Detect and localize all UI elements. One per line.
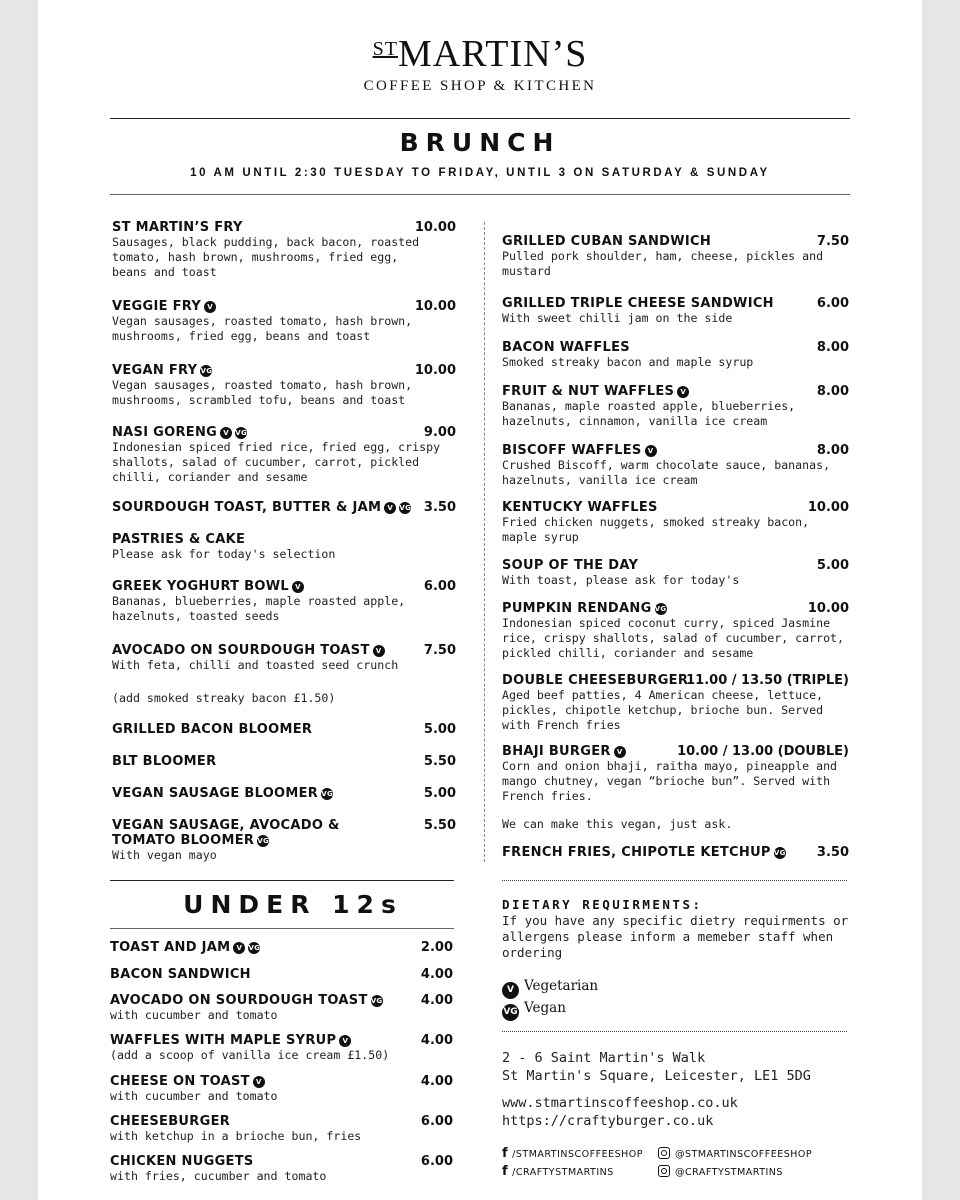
item-title: WAFFLES WITH MAPLE SYRUP bbox=[110, 1033, 337, 1048]
item-name bbox=[502, 845, 786, 860]
description-line: with ketchup in a brioche bun, fries bbox=[110, 1129, 362, 1143]
dietary-line: allergens please inform a memeber staff when bbox=[502, 929, 834, 944]
menu-item bbox=[110, 940, 260, 955]
address-line: 2 - 6 Saint Martin's Walk bbox=[502, 1050, 706, 1066]
item-name bbox=[502, 500, 809, 515]
item-name bbox=[112, 579, 405, 594]
item-price: 4.00 bbox=[420, 1033, 453, 1048]
vegetarian-icon: V bbox=[220, 427, 232, 439]
menu-item bbox=[112, 643, 398, 673]
item-title: VEGAN SAUSAGE, AVOCADO & bbox=[112, 818, 340, 833]
item-title: DOUBLE CHEESEBURGER bbox=[502, 673, 689, 688]
vegetarian-icon: V bbox=[645, 445, 657, 457]
item-price: 7.50 bbox=[423, 643, 456, 658]
vegan-icon: VG bbox=[654, 605, 667, 613]
menu-item bbox=[112, 754, 216, 769]
menu-item bbox=[112, 299, 412, 344]
vegetarian-icon: V bbox=[677, 386, 689, 398]
vegan-icon: VG bbox=[321, 790, 333, 798]
item-title: GRILLED TRIPLE CHEESE SANDWICH bbox=[502, 296, 774, 311]
description-line: With feta, chilli and toasted seed crunch bbox=[112, 658, 399, 672]
description-line: (add smoked streaky bacon £1.50) bbox=[112, 691, 336, 705]
instagram-link-2[interactable] bbox=[658, 1165, 783, 1178]
facebook-icon: f bbox=[502, 1146, 509, 1161]
item-description bbox=[502, 355, 753, 370]
menu-item bbox=[112, 500, 411, 515]
address bbox=[502, 1049, 811, 1085]
item-description bbox=[502, 515, 809, 545]
item-price: 5.50 bbox=[423, 818, 456, 833]
item-description bbox=[110, 1008, 383, 1023]
description-line: We can make this vegan, just ask. bbox=[502, 817, 733, 831]
menu-item bbox=[110, 1114, 361, 1144]
address-line: St Martin's Square, Leicester, LE1 5DG bbox=[502, 1068, 811, 1084]
item-title: BLT BLOOMER bbox=[112, 754, 217, 769]
item-price: 6.00 bbox=[420, 1114, 453, 1129]
menu-item bbox=[502, 601, 844, 661]
description-line: shallots, salad of cucumber, carrot, pickled bbox=[112, 455, 420, 469]
description-line: with cucumber and tomato bbox=[110, 1008, 278, 1022]
dietary-line: ordering bbox=[502, 945, 563, 960]
item-title: BACON WAFFLES bbox=[502, 340, 630, 355]
item-name bbox=[502, 558, 739, 573]
item-name bbox=[502, 443, 830, 458]
description-line: maple syrup bbox=[502, 530, 579, 544]
description-line: Fried chicken nuggets, smoked streaky bacon, bbox=[502, 515, 810, 529]
item-price: 4.00 bbox=[420, 967, 453, 982]
item-price: 10.00 bbox=[414, 220, 456, 235]
menu-item bbox=[110, 967, 251, 982]
instagram-handle: @CRAFTYSTMARTINS bbox=[675, 1167, 783, 1178]
item-title: CHEESEBURGER bbox=[110, 1114, 231, 1129]
description-line: mushrooms, scrambled tofu, beans and toast bbox=[112, 393, 406, 407]
menu-item bbox=[502, 558, 739, 588]
description-line: Please ask for today's selection bbox=[112, 547, 336, 561]
item-description bbox=[502, 616, 844, 661]
facebook-link-1[interactable] bbox=[502, 1146, 643, 1161]
logo-subtitle: COFFEE SHOP & KITCHEN bbox=[363, 78, 597, 94]
menu-item bbox=[502, 500, 809, 545]
item-title: VEGGIE FRY bbox=[112, 299, 202, 314]
divider-under12-bottom bbox=[110, 928, 454, 929]
item-title: VEGAN FRY bbox=[112, 363, 198, 378]
item-name bbox=[112, 532, 335, 547]
item-price: 3.50 bbox=[816, 845, 849, 860]
item-description bbox=[112, 235, 419, 280]
item-name bbox=[112, 220, 419, 235]
menu-item bbox=[502, 340, 753, 370]
item-description bbox=[112, 314, 412, 344]
vegan-icon: VG bbox=[257, 837, 270, 845]
dietary-line: If you have any specific dietry requirments or bbox=[502, 913, 849, 928]
description-line: mustard bbox=[502, 264, 551, 278]
item-title: ST MARTIN’S FRY bbox=[112, 220, 243, 235]
item-price: 8.00 bbox=[816, 443, 849, 458]
vegan-icon: VG bbox=[773, 849, 786, 857]
logo-st: ST bbox=[372, 38, 398, 60]
item-title: FRENCH FRIES, CHIPOTLE KETCHUP bbox=[502, 845, 771, 860]
vegetarian-icon: V bbox=[292, 581, 304, 593]
item-title: SOUP OF THE DAY bbox=[502, 558, 639, 573]
item-name bbox=[112, 299, 412, 314]
item-name bbox=[502, 384, 795, 399]
description-line: chilli, coriander and sesame bbox=[112, 470, 308, 484]
item-description bbox=[110, 1048, 389, 1063]
divider-brunch bbox=[110, 194, 850, 195]
description-line: Bananas, blueberries, maple roasted apple, bbox=[112, 594, 406, 608]
item-description bbox=[112, 547, 335, 562]
description-line: pickles, chipotle ketchup, brioche bun. Served bbox=[502, 703, 824, 717]
item-price: 8.00 bbox=[816, 384, 849, 399]
item-price: 10.00 / 13.00 (DOUBLE) bbox=[677, 744, 849, 759]
instagram-link-1[interactable] bbox=[658, 1147, 812, 1160]
menu-item bbox=[502, 384, 795, 429]
description-line: Corn and onion bhaji, raitha mayo, pineapple and bbox=[502, 759, 838, 773]
item-title: KENTUCKY WAFFLES bbox=[502, 500, 658, 515]
item-name bbox=[110, 1033, 389, 1048]
item-title: GRILLED BACON BLOOMER bbox=[112, 722, 313, 737]
item-description bbox=[112, 594, 405, 624]
vegan-icon: VG bbox=[502, 1004, 519, 1021]
description-line: Indonesian spiced coconut curry, spiced Jasmine bbox=[502, 616, 831, 630]
item-title: AVOCADO ON SOURDOUGH TOAST bbox=[110, 993, 368, 1008]
menu-item bbox=[112, 363, 412, 408]
dietary-title: DIETARY REQUIRMENTS: bbox=[502, 897, 703, 912]
menu-item bbox=[112, 786, 333, 801]
column-divider bbox=[484, 222, 485, 862]
brunch-title: BRUNCH bbox=[399, 128, 561, 157]
item-description bbox=[502, 399, 795, 429]
item-price: 2.00 bbox=[420, 940, 453, 955]
menu-page bbox=[38, 0, 922, 1200]
facebook-link-2[interactable] bbox=[502, 1164, 614, 1179]
item-description bbox=[112, 378, 412, 408]
menu-item bbox=[110, 1033, 389, 1063]
item-name bbox=[112, 722, 312, 737]
item-description bbox=[502, 249, 823, 279]
description-line: French fries. bbox=[502, 789, 593, 803]
item-price: 10.00 bbox=[414, 363, 456, 378]
vegetarian-icon: V bbox=[233, 942, 245, 954]
facebook-handle: /STMARTINSCOFFEESHOP bbox=[512, 1149, 643, 1160]
instagram-icon bbox=[658, 1147, 670, 1159]
menu-item bbox=[112, 722, 312, 737]
description-line: With sweet chilli jam on the side bbox=[502, 311, 733, 325]
item-price: 3.50 bbox=[423, 500, 456, 515]
item-price: 10.00 bbox=[807, 500, 849, 515]
item-price: 9.00 bbox=[423, 425, 456, 440]
description-line: mushrooms, fried egg, beans and toast bbox=[112, 329, 371, 343]
item-title: BACON SANDWICH bbox=[110, 967, 251, 982]
menu-item bbox=[112, 425, 440, 485]
item-title: VEGAN SAUSAGE BLOOMER bbox=[112, 786, 319, 801]
description-line: hazelnuts, cinnamon, vanilla ice cream bbox=[502, 414, 768, 428]
item-price: 4.00 bbox=[420, 1074, 453, 1089]
description-line: Crushed Biscoff, warm chocolate sauce, bananas, bbox=[502, 458, 831, 472]
description-line: Aged beef patties, 4 American cheese, lettuce, bbox=[502, 688, 824, 702]
vegetarian-icon: V bbox=[204, 301, 216, 313]
instagram-handle: @STMARTINSCOFFEESHOP bbox=[675, 1149, 813, 1160]
item-name bbox=[110, 967, 251, 982]
description-line: With vegan mayo bbox=[112, 848, 217, 862]
item-title: PASTRIES & CAKE bbox=[112, 532, 246, 547]
item-description bbox=[110, 1129, 361, 1144]
item-title: NASI GORENG bbox=[112, 425, 218, 440]
instagram-icon bbox=[658, 1165, 670, 1177]
item-description bbox=[112, 848, 340, 863]
item-name bbox=[110, 1154, 326, 1169]
menu-item bbox=[502, 817, 732, 832]
menu-item bbox=[112, 691, 335, 706]
item-price: 5.50 bbox=[423, 754, 456, 769]
item-name bbox=[110, 1114, 361, 1129]
menu-item bbox=[502, 443, 830, 488]
legend-label: Vegan bbox=[524, 1000, 566, 1016]
dotted-divider-1 bbox=[502, 880, 847, 881]
item-description bbox=[502, 817, 732, 832]
item-description bbox=[110, 1169, 326, 1184]
vegan-icon: VG bbox=[235, 429, 248, 437]
website-link[interactable]: https://craftyburger.co.uk bbox=[502, 1113, 714, 1129]
description-line: hazelnuts, vanilla ice cream bbox=[502, 473, 698, 487]
item-name bbox=[110, 993, 383, 1008]
item-name bbox=[112, 425, 440, 440]
dietary-text bbox=[502, 913, 848, 961]
description-line: with French fries bbox=[502, 718, 621, 732]
item-title: SOURDOUGH TOAST, BUTTER & JAM bbox=[112, 500, 382, 515]
legend-vegan bbox=[502, 1000, 566, 1021]
item-title: CHICKEN NUGGETS bbox=[110, 1154, 254, 1169]
menu-item bbox=[110, 993, 383, 1023]
menu-item bbox=[112, 579, 405, 624]
under12-title: UNDER 12s bbox=[183, 890, 403, 919]
item-name-line2 bbox=[112, 833, 340, 848]
description-line: Indonesian spiced fried rice, fried egg, crispy bbox=[112, 440, 441, 454]
item-price: 7.50 bbox=[816, 234, 849, 249]
item-name bbox=[502, 601, 844, 616]
item-name bbox=[502, 234, 823, 249]
item-price: 6.00 bbox=[423, 579, 456, 594]
item-title: TOAST AND JAM bbox=[110, 940, 231, 955]
description-line: with fries, cucumber and tomato bbox=[110, 1169, 327, 1183]
menu-item bbox=[110, 1154, 326, 1184]
vegan-icon: VG bbox=[399, 504, 412, 512]
item-title: GRILLED CUBAN SANDWICH bbox=[502, 234, 712, 249]
legend-vegetarian bbox=[502, 978, 598, 999]
vegetarian-icon: V bbox=[339, 1035, 351, 1047]
item-description bbox=[502, 688, 823, 733]
description-line: (add a scoop of vanilla ice cream £1.50) bbox=[110, 1048, 390, 1062]
vegetarian-icon: V bbox=[253, 1076, 265, 1088]
item-price: 11.00 / 13.50 (TRIPLE) bbox=[686, 673, 849, 688]
description-line: pickled chilli, coriander and sesame bbox=[502, 646, 754, 660]
vegetarian-icon: V bbox=[502, 982, 519, 999]
description-line: Vegan sausages, roasted tomato, hash brown, bbox=[112, 378, 413, 392]
item-name bbox=[112, 754, 216, 769]
menu-item bbox=[110, 1074, 278, 1104]
description-line: Vegan sausages, roasted tomato, hash brown, bbox=[112, 314, 413, 328]
item-name bbox=[110, 940, 260, 955]
description-line: with cucumber and tomato bbox=[110, 1089, 278, 1103]
description-line: tomato, hash brown, mushrooms, fried egg, bbox=[112, 250, 399, 264]
description-line: Bananas, maple roasted apple, blueberries, bbox=[502, 399, 796, 413]
item-description bbox=[502, 759, 837, 804]
item-title: CHEESE ON TOAST bbox=[110, 1074, 250, 1089]
item-price: 10.00 bbox=[807, 601, 849, 616]
item-description bbox=[502, 311, 774, 326]
vegetarian-icon: V bbox=[373, 645, 385, 657]
legend-label: Vegetarian bbox=[524, 978, 599, 994]
website-link[interactable]: www.stmartinscoffeeshop.co.uk bbox=[502, 1095, 738, 1111]
menu-item bbox=[112, 220, 419, 280]
websites bbox=[502, 1094, 738, 1130]
item-name bbox=[112, 363, 412, 378]
item-title: BHAJI BURGER bbox=[502, 744, 611, 759]
item-title: AVOCADO ON SOURDOUGH TOAST bbox=[112, 643, 370, 658]
item-description bbox=[112, 440, 440, 485]
item-price: 4.00 bbox=[420, 993, 453, 1008]
brunch-hours: 10 AM UNTIL 2:30 TUESDAY TO FRIDAY, UNTIL 3 ON SATURDAY & SUNDAY bbox=[190, 167, 770, 179]
vegan-icon: VG bbox=[370, 997, 383, 1005]
description-line: beans and toast bbox=[112, 265, 217, 279]
menu-item bbox=[502, 296, 774, 326]
description-line: Smoked streaky bacon and maple syrup bbox=[502, 355, 754, 369]
vegan-icon: VG bbox=[248, 944, 261, 952]
item-description bbox=[112, 691, 335, 706]
logo-name: MARTIN’S bbox=[397, 33, 588, 75]
item-title: FRUIT & NUT WAFFLES bbox=[502, 384, 675, 399]
menu-item bbox=[502, 234, 823, 279]
item-name bbox=[112, 786, 333, 801]
item-title: PUMPKIN RENDANG bbox=[502, 601, 652, 616]
item-title: BISCOFF WAFFLES bbox=[502, 443, 642, 458]
vegetarian-icon: V bbox=[384, 502, 396, 514]
logo bbox=[38, 32, 922, 76]
item-description bbox=[112, 658, 398, 673]
item-price: 5.00 bbox=[423, 722, 456, 737]
description-line: hazelnuts, toasted seeds bbox=[112, 609, 280, 623]
item-name bbox=[112, 643, 398, 658]
item-name bbox=[110, 1074, 278, 1089]
description-line: rice, crispy shallots, salad of cucumber, carrot, bbox=[502, 631, 845, 645]
item-name bbox=[502, 340, 753, 355]
divider-under12 bbox=[110, 880, 454, 881]
description-line: Sausages, black pudding, back bacon, roasted bbox=[112, 235, 420, 249]
facebook-handle: /CRAFTYSTMARTINS bbox=[512, 1167, 614, 1178]
item-description bbox=[502, 573, 739, 588]
item-price: 8.00 bbox=[816, 340, 849, 355]
item-name bbox=[112, 818, 340, 833]
item-title: GREEK YOGHURT BOWL bbox=[112, 579, 289, 594]
item-price: 10.00 bbox=[414, 299, 456, 314]
item-title: TOMATO BLOOMER bbox=[112, 833, 255, 848]
divider-top bbox=[110, 118, 850, 119]
item-description bbox=[502, 458, 830, 488]
menu-item bbox=[112, 532, 335, 562]
dotted-divider-2 bbox=[502, 1031, 847, 1032]
menu-item bbox=[502, 845, 786, 860]
description-line: mango chutney, vegan “brioche bun”. Served with bbox=[502, 774, 831, 788]
item-price: 6.00 bbox=[420, 1154, 453, 1169]
vegan-icon: VG bbox=[200, 367, 213, 375]
facebook-icon: f bbox=[502, 1164, 509, 1179]
description-line: Pulled pork shoulder, ham, cheese, pickles and bbox=[502, 249, 824, 263]
menu-item bbox=[112, 818, 340, 863]
item-name bbox=[112, 500, 411, 515]
item-description bbox=[110, 1089, 278, 1104]
item-price: 6.00 bbox=[816, 296, 849, 311]
item-price: 5.00 bbox=[816, 558, 849, 573]
description-line: With toast, please ask for today's bbox=[502, 573, 740, 587]
item-name bbox=[502, 296, 774, 311]
vegetarian-icon: V bbox=[614, 746, 626, 758]
item-price: 5.00 bbox=[423, 786, 456, 801]
